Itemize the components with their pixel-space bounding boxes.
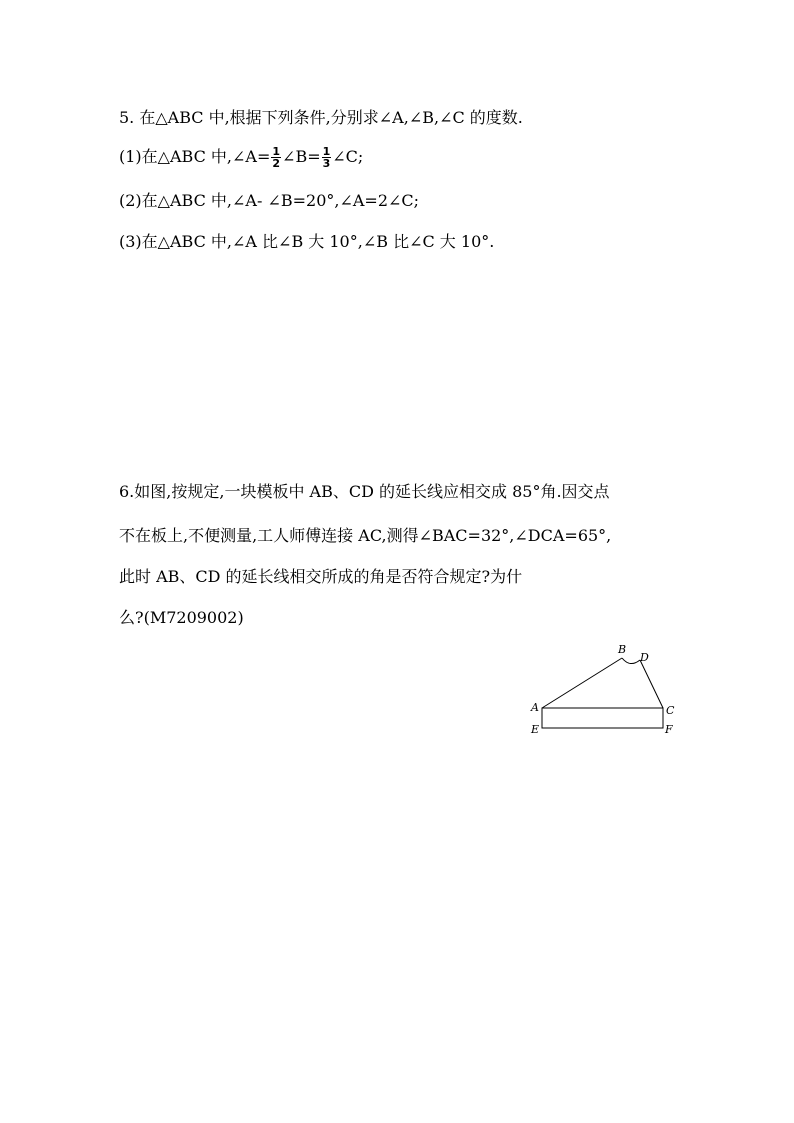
fraction-denominator: 3 [322,157,331,170]
arc-bd [622,658,640,664]
fraction-numerator: 1 [272,145,281,158]
segment-dc [640,660,663,708]
part-1-prefix: (1)在△ABC 中,∠A= [119,147,271,166]
problem-5-part-1 [119,146,363,169]
fraction-one-half [271,146,281,169]
template-figure [520,640,690,740]
problem-5-stem: 5. 在△ABC 中,根据下列条件,分别求∠A,∠B,∠C 的度数. [119,108,523,127]
fraction-one-third [322,146,332,169]
part-1-mid: ∠B= [282,147,321,166]
label-e: E [531,723,540,736]
label-f: F [665,723,673,736]
fraction-denominator: 2 [272,157,281,170]
fraction-numerator: 1 [322,145,331,158]
problem-5-part-2: (2)在△ABC 中,∠A- ∠B=20°,∠A=2∠C; [119,191,420,210]
label-c: C [666,704,675,717]
problem-5-part-3: (3)在△ABC 中,∠A 比∠B 大 10°,∠B 比∠C 大 10°. [119,232,495,251]
problem-6-line-2: 不在板上,不便测量,工人师傅连接 AC,测得∠BAC=32°,∠DCA=65°, [119,526,612,545]
problem-6-line-3: 此时 AB、CD 的延长线相交所成的角是否符合规定?为什 [119,567,523,586]
problem-6-line-1: 6.如图,按规定,一块模板中 AB、CD 的延长线应相交成 85°角.因交点 [119,482,610,501]
segment-ab [542,658,622,708]
template-diagram [520,640,690,740]
part-1-suffix: ∠C; [332,147,364,166]
base-strip [542,708,663,728]
problem-6-line-4: 么?(M7209002) [119,608,244,627]
label-b: B [618,643,627,656]
label-d: D [640,651,649,664]
label-a: A [531,701,539,714]
